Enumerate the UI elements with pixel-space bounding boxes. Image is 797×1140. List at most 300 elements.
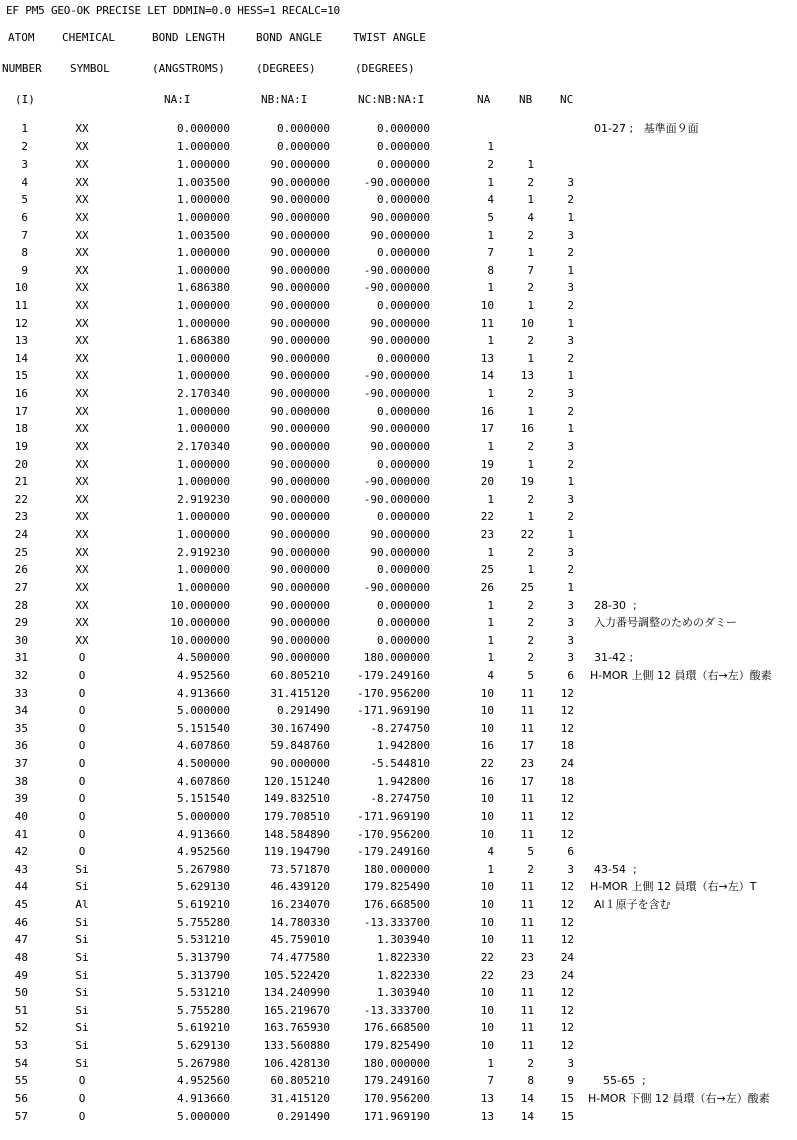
na-index: 13 [480, 1109, 494, 1123]
bond-angle: 0.000000 [277, 140, 330, 154]
bond-angle: 134.240990 [263, 986, 330, 1000]
header-i: (I) [15, 93, 35, 106]
atom-number: 8 [21, 246, 28, 260]
table-row [0, 508, 797, 526]
atom-number: 29 [14, 616, 28, 630]
chemical-symbol: Si [75, 1039, 89, 1053]
nb-index: 11 [520, 827, 534, 841]
bond-angle: 90.000000 [270, 404, 330, 418]
nb-index: 11 [520, 704, 534, 718]
nb-index: 11 [520, 721, 534, 735]
atom-number: 5 [21, 193, 28, 207]
chemical-symbol: XX [75, 616, 89, 630]
bond-angle: 120.151240 [263, 774, 330, 788]
nc-index: 1 [567, 316, 574, 330]
nc-index: 12 [560, 721, 574, 735]
twist-angle: -90.000000 [363, 475, 430, 489]
atom-number: 48 [14, 950, 28, 964]
na-index: 10 [480, 827, 494, 841]
atom-number: 1 [21, 122, 28, 135]
bond-length: 4.913660 [177, 686, 230, 700]
table-row [0, 861, 797, 879]
bond-angle: 119.194790 [263, 845, 330, 859]
nb-index: 4 [527, 210, 534, 224]
twist-angle: 90.000000 [370, 210, 430, 224]
bond-angle: 90.000000 [270, 492, 330, 506]
bond-length: 5.629130 [177, 880, 230, 894]
na-index: 8 [487, 263, 494, 277]
atom-number: 17 [14, 404, 28, 418]
chemical-symbol: O [78, 721, 86, 735]
nc-index: 2 [567, 298, 574, 312]
na-index: 16 [480, 404, 494, 418]
bond-length: 4.913660 [177, 1091, 230, 1105]
na-index: 22 [480, 968, 494, 982]
bond-length: 5.000000 [177, 809, 230, 823]
twist-angle: 0.000000 [377, 158, 430, 172]
chemical-symbol: XX [75, 475, 89, 489]
bond-angle: 90.000000 [270, 545, 330, 559]
bond-angle: 106.428130 [263, 1056, 330, 1070]
twist-angle: -90.000000 [363, 369, 430, 383]
na-index: 1 [487, 598, 494, 612]
header-chemical: CHEMICAL [62, 31, 115, 44]
na-index: 22 [480, 757, 494, 771]
table-row [0, 297, 797, 315]
bond-angle: 90.000000 [270, 563, 330, 577]
nc-index: 3 [567, 228, 574, 242]
chemical-symbol: XX [75, 140, 89, 154]
nb-index: 17 [520, 739, 534, 753]
annotation-note: 31-42 ; [594, 651, 634, 665]
na-index: 4 [487, 193, 494, 207]
bond-length: 4.913660 [177, 827, 230, 841]
bond-length: 1.000000 [177, 351, 230, 365]
bond-angle: 90.000000 [270, 510, 330, 524]
twist-angle: 171.969190 [363, 1109, 430, 1123]
bond-length: 1.000000 [177, 563, 230, 577]
atom-number: 6 [21, 210, 28, 224]
nc-index: 3 [567, 651, 574, 665]
nc-index: 12 [560, 986, 574, 1000]
table-row [0, 262, 797, 280]
bond-length: 1.000000 [177, 193, 230, 207]
atom-number: 31 [14, 651, 28, 665]
atom-number: 54 [14, 1056, 28, 1070]
atom-number: 2 [21, 140, 28, 154]
atom-number: 32 [14, 669, 28, 682]
na-index: 10 [480, 792, 494, 806]
nc-index: 24 [560, 757, 574, 771]
atom-number: 10 [14, 281, 28, 295]
twist-angle: 180.000000 [363, 862, 430, 876]
nc-index: 1 [567, 475, 574, 489]
bond-length: 5.151540 [177, 792, 230, 806]
bond-angle: 133.560880 [263, 1039, 330, 1053]
nb-index: 1 [527, 563, 534, 577]
nb-index: 2 [527, 633, 534, 647]
atom-number: 30 [14, 633, 28, 647]
twist-angle: 180.000000 [363, 651, 430, 665]
bond-length: 1.000000 [177, 475, 230, 489]
bond-angle: 90.000000 [270, 228, 330, 242]
annotation-note: 43-54 ; [594, 862, 637, 876]
bond-length: 1.000000 [177, 263, 230, 277]
atom-number: 36 [14, 739, 28, 753]
bond-length: 5.755280 [177, 1003, 230, 1017]
nc-index: 3 [567, 633, 574, 647]
nb-index: 1 [527, 510, 534, 524]
chemical-symbol: Si [75, 986, 89, 1000]
bond-length: 4.500000 [177, 651, 230, 665]
na-index: 7 [487, 1074, 494, 1088]
chemical-symbol: XX [75, 158, 89, 172]
bond-angle: 90.000000 [270, 651, 330, 665]
twist-angle: -90.000000 [363, 263, 430, 277]
na-index: 10 [480, 1039, 494, 1053]
atom-number: 46 [14, 915, 28, 929]
atom-number: 14 [14, 351, 28, 365]
table-row [0, 1019, 797, 1037]
chemical-symbol: Si [75, 862, 89, 876]
bond-angle: 90.000000 [270, 422, 330, 436]
table-row [0, 138, 797, 156]
chemical-symbol: XX [75, 263, 89, 277]
nb-index: 2 [527, 492, 534, 506]
nc-index: 12 [560, 1039, 574, 1053]
nb-index: 11 [520, 1021, 534, 1035]
nc-index: 1 [567, 580, 574, 594]
atom-number: 11 [14, 298, 28, 312]
bond-length: 2.919230 [177, 545, 230, 559]
na-index: 1 [487, 439, 494, 453]
bond-angle: 0.291490 [277, 704, 330, 718]
bond-length: 5.000000 [177, 704, 230, 718]
chemical-symbol: XX [75, 510, 89, 524]
twist-angle: -90.000000 [363, 387, 430, 401]
header-bond-length: BOND LENGTH [152, 31, 225, 44]
header-nc-nb-na-i: NC:NB:NA:I [358, 93, 425, 106]
table-row [0, 244, 797, 262]
na-index: 1 [487, 387, 494, 401]
chemical-symbol: XX [75, 387, 89, 401]
nc-index: 2 [567, 351, 574, 365]
nc-index: 12 [560, 792, 574, 806]
bond-angle: 90.000000 [270, 757, 330, 771]
nc-index: 3 [567, 175, 574, 189]
bond-angle: 90.000000 [270, 439, 330, 453]
twist-angle: -90.000000 [363, 175, 430, 189]
bond-angle: 0.000000 [277, 122, 330, 135]
bond-length: 1.003500 [177, 175, 230, 189]
na-index: 10 [480, 1021, 494, 1035]
nb-index: 1 [527, 246, 534, 260]
twist-angle: -5.544810 [370, 757, 430, 771]
chemical-symbol: Si [75, 1003, 89, 1017]
table-row [0, 984, 797, 1002]
annotation-note: 入力番号調整のためのダミー [594, 616, 737, 630]
nc-index: 3 [567, 387, 574, 401]
chemical-symbol: XX [75, 404, 89, 418]
table-row [0, 456, 797, 474]
chemical-symbol: XX [75, 316, 89, 330]
table-row [0, 1002, 797, 1020]
bond-angle: 46.439120 [270, 880, 330, 894]
atom-number: 38 [14, 774, 28, 788]
chemical-symbol: XX [75, 246, 89, 260]
na-index: 16 [480, 739, 494, 753]
na-index: 10 [480, 686, 494, 700]
nc-index: 3 [567, 862, 574, 876]
twist-angle: 0.000000 [377, 404, 430, 418]
chemical-symbol: XX [75, 439, 89, 453]
chemical-symbol: XX [75, 545, 89, 559]
atom-number: 22 [14, 492, 28, 506]
table-row [0, 826, 797, 844]
na-index: 22 [480, 510, 494, 524]
bond-length: 1.000000 [177, 528, 230, 542]
nb-index: 2 [527, 334, 534, 348]
chemical-symbol: O [78, 739, 86, 753]
nc-index: 3 [567, 616, 574, 630]
nc-index: 12 [560, 1021, 574, 1035]
chemical-symbol: XX [75, 334, 89, 348]
header-nc: NC [560, 93, 574, 106]
twist-angle: 0.000000 [377, 633, 430, 647]
atom-number: 15 [14, 369, 28, 383]
twist-angle: -170.956200 [357, 827, 430, 841]
bond-angle: 90.000000 [270, 175, 330, 189]
bond-length: 1.000000 [177, 580, 230, 594]
atom-number: 3 [21, 158, 28, 172]
annotation-note: 28-30 ; [594, 598, 637, 612]
bond-length: 1.000000 [177, 369, 230, 383]
na-index: 1 [487, 862, 494, 876]
bond-angle: 90.000000 [270, 193, 330, 207]
nc-index: 12 [560, 933, 574, 947]
na-index: 10 [480, 721, 494, 735]
bond-length: 1.000000 [177, 140, 230, 154]
atom-number: 43 [14, 862, 28, 876]
table-row [0, 191, 797, 209]
bond-angle: 60.805210 [270, 1074, 330, 1088]
chemical-symbol: XX [75, 457, 89, 471]
na-index: 13 [480, 1091, 494, 1105]
bond-angle: 73.571870 [270, 862, 330, 876]
header-twist-angle: TWIST ANGLE [353, 31, 426, 44]
bond-angle: 90.000000 [270, 334, 330, 348]
bond-angle: 31.415120 [270, 1091, 330, 1105]
header-nb: NB [519, 93, 533, 106]
nb-index: 13 [520, 369, 534, 383]
nb-index: 1 [527, 404, 534, 418]
table-row [0, 649, 797, 667]
twist-angle: 0.000000 [377, 457, 430, 471]
atom-number: 39 [14, 792, 28, 806]
nb-index: 2 [527, 1056, 534, 1070]
chemical-symbol: Si [75, 968, 89, 982]
na-index: 1 [487, 228, 494, 242]
nc-index: 18 [560, 739, 574, 753]
twist-angle: 1.942800 [377, 739, 430, 753]
bond-length: 5.000000 [177, 1109, 230, 1123]
twist-angle: 1.822330 [377, 968, 430, 982]
nb-index: 1 [527, 351, 534, 365]
bond-angle: 90.000000 [270, 475, 330, 489]
bond-length: 1.000000 [177, 210, 230, 224]
nc-index: 1 [567, 210, 574, 224]
nc-index: 12 [560, 827, 574, 841]
bond-angle: 90.000000 [270, 263, 330, 277]
chemical-symbol: O [78, 669, 86, 682]
header-nb-na-i: NB:NA:I [261, 93, 308, 106]
chemical-symbol: Si [75, 880, 89, 894]
chemical-symbol: Si [75, 950, 89, 964]
table-row [0, 315, 797, 333]
table-row [0, 931, 797, 949]
nc-index: 12 [560, 686, 574, 700]
twist-angle: 179.249160 [363, 1074, 430, 1088]
chemical-symbol: XX [75, 528, 89, 542]
table-row [0, 227, 797, 245]
nb-index: 2 [527, 387, 534, 401]
nb-index: 2 [527, 439, 534, 453]
twist-angle: -90.000000 [363, 580, 430, 594]
header-na: NA [477, 93, 491, 106]
nb-index: 10 [520, 316, 534, 330]
nb-index: 14 [520, 1091, 534, 1105]
nb-index: 5 [527, 845, 534, 859]
atom-number: 21 [14, 475, 28, 489]
nc-index: 12 [560, 898, 574, 912]
atom-number: 34 [14, 704, 28, 718]
header-angstroms: (ANGSTROMS) [152, 62, 225, 75]
atom-number: 49 [14, 968, 28, 982]
table-row [0, 1108, 797, 1126]
twist-angle: 90.000000 [370, 228, 430, 242]
na-index: 4 [487, 845, 494, 859]
atom-number: 55 [14, 1074, 28, 1088]
chemical-symbol: XX [75, 228, 89, 242]
atom-number: 33 [14, 686, 28, 700]
atom-number: 23 [14, 510, 28, 524]
table-row [0, 473, 797, 491]
bond-length: 1.003500 [177, 228, 230, 242]
bond-length: 2.919230 [177, 492, 230, 506]
nb-index: 11 [520, 792, 534, 806]
bond-length: 5.531210 [177, 986, 230, 1000]
table-row [0, 720, 797, 738]
na-index: 10 [480, 915, 494, 929]
twist-angle: 0.000000 [377, 563, 430, 577]
twist-angle: 0.000000 [377, 598, 430, 612]
chemical-symbol: O [78, 1109, 86, 1123]
chemical-symbol: XX [75, 281, 89, 295]
bond-angle: 14.780330 [270, 915, 330, 929]
table-row [0, 350, 797, 368]
atom-number: 7 [21, 228, 28, 242]
chemical-symbol: O [78, 827, 86, 841]
table-row [0, 808, 797, 826]
table-row [0, 1072, 797, 1090]
na-index: 19 [480, 457, 494, 471]
nb-index: 25 [520, 580, 534, 594]
nb-index: 14 [520, 1109, 534, 1123]
table-row [0, 967, 797, 985]
nb-index: 5 [527, 669, 534, 682]
twist-angle: 1.822330 [377, 950, 430, 964]
bond-length: 10.000000 [170, 616, 230, 630]
nc-index: 2 [567, 563, 574, 577]
chemical-symbol: XX [75, 175, 89, 189]
bond-angle: 90.000000 [270, 457, 330, 471]
twist-angle: 90.000000 [370, 316, 430, 330]
na-index: 22 [480, 950, 494, 964]
annotation-note: H-MOR 上側 12 員環（右→左）T [590, 880, 757, 894]
chemical-symbol: Si [75, 915, 89, 929]
nc-index: 6 [567, 669, 574, 682]
nc-index: 3 [567, 598, 574, 612]
nc-index: 9 [567, 1074, 574, 1088]
bond-length: 4.607860 [177, 739, 230, 753]
bond-angle: 90.000000 [270, 316, 330, 330]
nc-index: 2 [567, 457, 574, 471]
twist-angle: 0.000000 [377, 510, 430, 524]
nb-index: 11 [520, 809, 534, 823]
nb-index: 1 [527, 457, 534, 471]
atom-number: 26 [14, 563, 28, 577]
bond-angle: 179.708510 [263, 809, 330, 823]
bond-length: 1.000000 [177, 298, 230, 312]
twist-angle: 90.000000 [370, 528, 430, 542]
nb-index: 11 [520, 1003, 534, 1017]
twist-angle: -90.000000 [363, 281, 430, 295]
nc-index: 1 [567, 369, 574, 383]
command-line: EF PM5 GEO-OK PRECISE LET DDMIN=0.0 HESS=1 RECALC=10 [6, 4, 340, 17]
table-row [0, 685, 797, 703]
bond-length: 5.151540 [177, 721, 230, 735]
nb-index: 23 [520, 757, 534, 771]
na-index: 14 [480, 369, 494, 383]
table-row [0, 367, 797, 385]
atom-number: 25 [14, 545, 28, 559]
header-symbol: SYMBOL [70, 62, 110, 75]
twist-angle: 1.942800 [377, 774, 430, 788]
table-row [0, 755, 797, 773]
nc-index: 3 [567, 281, 574, 295]
twist-angle: 90.000000 [370, 422, 430, 436]
na-index: 1 [487, 633, 494, 647]
atom-number: 37 [14, 757, 28, 771]
table-row [0, 1037, 797, 1055]
table-row [0, 544, 797, 562]
twist-angle: -171.969190 [357, 809, 430, 823]
nc-index: 2 [567, 404, 574, 418]
chemical-symbol: Si [75, 933, 89, 947]
atom-number: 53 [14, 1039, 28, 1053]
header-bond-angle: BOND ANGLE [256, 31, 323, 44]
nc-index: 3 [567, 492, 574, 506]
twist-angle: 1.303940 [377, 986, 430, 1000]
table-row [0, 737, 797, 755]
bond-angle: 90.000000 [270, 246, 330, 260]
bond-angle: 90.000000 [270, 298, 330, 312]
chemical-symbol: O [78, 774, 86, 788]
na-index: 4 [487, 669, 494, 682]
table-row [0, 843, 797, 861]
chemical-symbol: O [78, 686, 86, 700]
table-row [0, 914, 797, 932]
